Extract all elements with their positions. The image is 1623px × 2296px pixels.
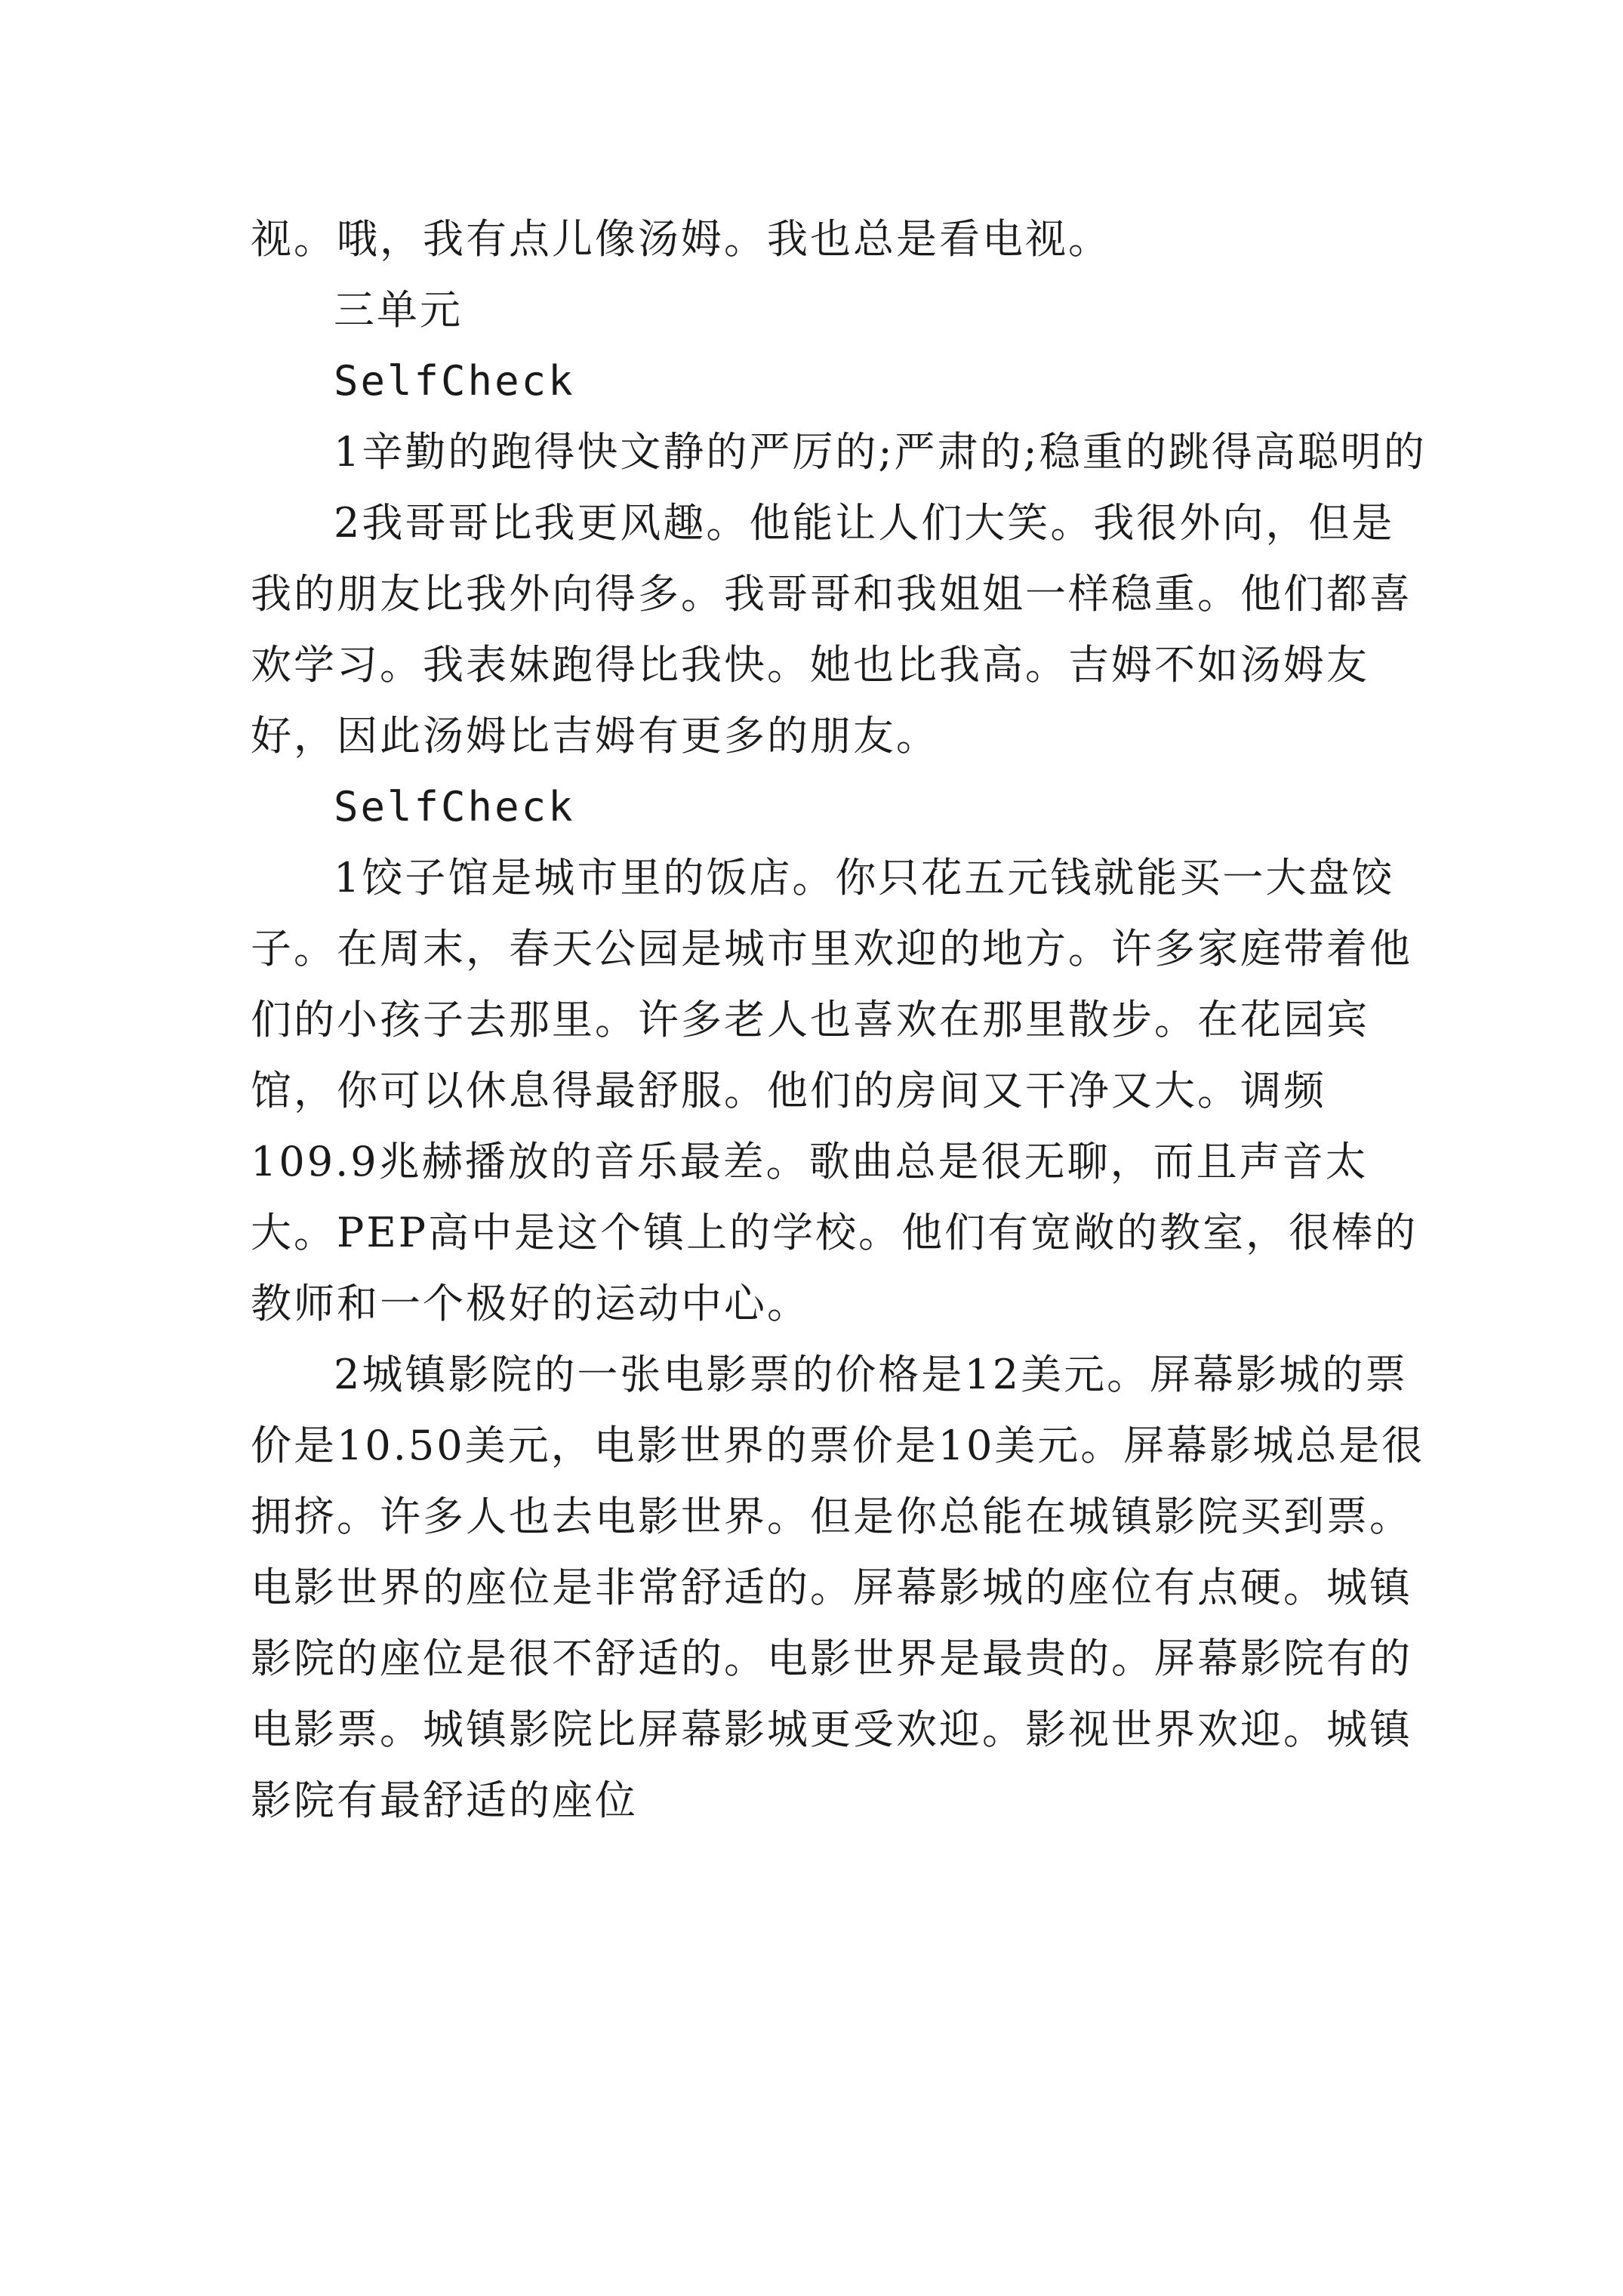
- paragraph: 2城镇影院的一张电影票的价格是12美元。屏幕影城的票价是10.50美元，电影世界的票价是10美元。屏幕影城总是很拥挤。许多人也去电影世界。但是你总能在城镇影院买到票。电影世界的座位是非常舒适的。屏幕影城的座位有点硬。城镇影院的座位是很不舒适的。电影世界是最贵的。屏幕影院有的电影票。城镇影院比屏幕影城更受欢迎。影视世界欢迎。城镇影院有最舒适的座位: [251, 1351, 1425, 1824]
- subheading-selfcheck: SelfCheck: [334, 783, 575, 831]
- paragraph: 2我哥哥比我更风趣。他能让人们大笑。我很外向，但是我的朋友比我外向得多。我哥哥和我姐姐一样稳重。他们都喜欢学习。我表妹跑得比我快。她也比我高。吉姆不如汤姆友好，因此汤姆比吉姆有更多的朋友。: [251, 499, 1412, 760]
- subheading-selfcheck: SelfCheck: [334, 357, 575, 405]
- section-heading: 三单元: [334, 286, 463, 334]
- paragraph-continuation: 视。哦，我有点儿像汤姆。我也总是看电视。: [251, 215, 1111, 263]
- paragraph: 1辛勤的跑得快文静的严厉的;严肃的;稳重的跳得高聪明的: [334, 428, 1427, 476]
- document-body: [251, 204, 1428, 1836]
- paragraph: 1饺子馆是城市里的饭店。你只花五元钱就能买一大盘饺子。在周末，春天公园是城市里欢迎的地方。许多家庭带着他们的小孩子去那里。许多老人也喜欢在那里散步。在花园宾馆，你可以休息得最舒服。他们的房间又干净又大。调频109.9兆赫播放的音乐最差。歌曲总是很无聊，而且声音太大。PEP高中是这个镇上的学校。他们有宽敞的教室，很棒的教师和一个极好的运动中心。: [251, 854, 1418, 1327]
